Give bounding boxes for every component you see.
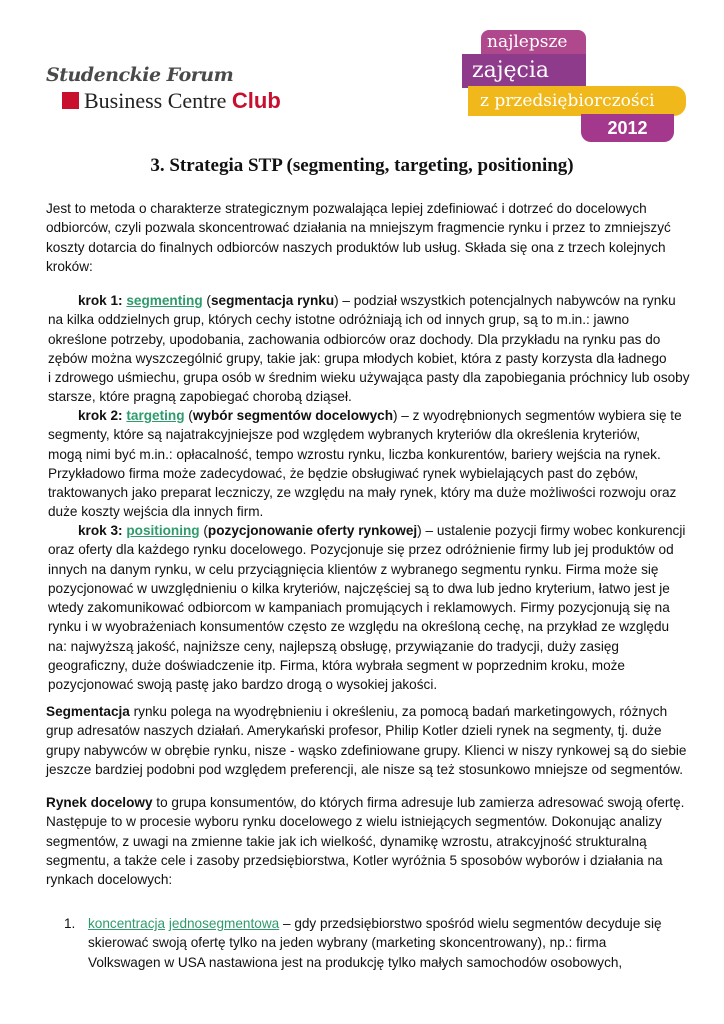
step-text: – z wyodrębnionych segmentów wybiera się te — [397, 408, 682, 423]
rynek-paragraph — [46, 793, 698, 889]
link-segmenting[interactable]: segmenting — [126, 293, 203, 308]
text-line: geograficzny, duże doświadczenie itp. Firma, która wybrała segment w poprzednim kroku, może — [48, 658, 625, 674]
text-line: kroków: — [46, 258, 93, 274]
text-line: segmentu, a także cele i zasoby przedsiębiorstwa, Kotler wyróżnia 5 sposobów wyborów i działania na — [46, 852, 663, 868]
logo-business-centre-club — [84, 88, 281, 114]
step-name: wybór segmentów docelowych — [192, 408, 393, 423]
text-line: traktowanych jako preparat leczniczy, ze względu na mały rynek, który ma duże możliwości rozwoju oraz — [48, 485, 677, 501]
text-line: i zdrowego uśmiechu, grupa osób w średnim wieku używająca pasty dla zapobiegania próchnicy lub osoby — [48, 370, 690, 386]
link-jednosegmentowa[interactable]: jednosegmentowa — [168, 916, 280, 931]
text-line: Przykładowo firma może zadecydować, że będzie obsługiwać rynek wybielających past do zębów, — [48, 465, 639, 481]
step-1-paragraph — [48, 291, 700, 407]
logo-red-square — [62, 92, 79, 109]
term-rynek-docelowy: Rynek docelowy — [46, 795, 153, 810]
text-line: odbiorców, czyli pozwala skoncentrować działania na mniejszym fragmencie rynku i przez to zmniejszyć — [46, 220, 671, 236]
link-positioning[interactable]: positioning — [126, 523, 200, 538]
step-2-paragraph — [48, 406, 700, 522]
text-line: grupy nabywców w obrębie rynku, nisze - wąsko zdefiniowane grupy. Klienci w niszy rynkowej są do siebie — [46, 742, 687, 758]
text-line: pozycjonować w uwzględnieniu o kilka kryteriów, najczęściej są to dwa lub jedno kryterium, łatwo jest je — [48, 580, 670, 596]
text-line: Jest to metoda o charakterze strategicznym pozwalająca lepiej zdefiniować i dotrzeć do docelowych — [46, 201, 647, 216]
step-name: pozycjonowanie oferty rynkowej — [207, 523, 418, 538]
link-koncentracja[interactable]: koncentracja — [88, 916, 166, 931]
text: to grupa konsumentów, do których firma adresuje lub zamierza adresować swoją ofertę. — [152, 795, 685, 810]
intro-paragraph — [46, 199, 686, 276]
text-line: jeszcze bardziej podobni pod względem preferencji, ale nisze są też stosunkowo mniejsze od segmentów. — [46, 761, 683, 777]
list-first-line — [88, 914, 668, 933]
segmentacja-paragraph — [46, 702, 698, 779]
badge-zajecia: zajęcia — [462, 54, 586, 88]
text: – gdy przedsiębiorstwo spośród wielu segmentów decyduje się — [279, 916, 662, 931]
text-line: oraz oferty dla każdego rynku docelowego. Pozycjonuje się przez odróżnienie firmy lub jej produktów od — [48, 542, 674, 558]
text-line: wtedy zakomunikować odbiorcom w kampaniach promujących i reklamowych. Firmy pozycjonują się na — [48, 600, 670, 616]
step-2-first-line: krok 2: targeting (wybór segmentów docelowych) – z wyodrębnionych segmentów wybiera się te — [78, 408, 682, 423]
step-text: – ustalenie pozycji firmy wobec konkurencji — [421, 523, 686, 538]
step-text: – podział wszystkich potencjalnych nabywców na rynku — [338, 293, 676, 308]
text-line: koszty dotarcia do finalnych odbiorców naszych produktów lub usług. Składa się ona z trzech kolejnych — [46, 239, 666, 255]
text-line: na kilka oddzielnych grup, których cechy istotne odróżniają ich od innych grup, są to m.in.: jawno — [48, 312, 630, 328]
text-line: segmenty, które są najatrakcyjniejsze pod względem wybranych kryteriów dla określenia kryteriów, — [48, 427, 641, 443]
list-number: 1. — [64, 916, 76, 931]
text-line: innych na danym rynku, w celu przyciągnięcia klientów z wybranego segmentu rynku. Firma może się — [48, 561, 659, 577]
text-line: duże koszty wejścia dla innych firm. — [48, 504, 264, 520]
logo-studenckie-forum: Studenckie Forum — [46, 64, 234, 86]
text-line: zębów można wyszczególnić grupy, takie jak: grupa młodych kobiet, która z pasty korzysta dla ładnego — [48, 350, 667, 366]
page-title: 3. Strategia STP (segmenting, targeting, positioning) — [150, 155, 574, 176]
text-line: skierować swoją ofertę tylko na jeden wybrany (marketing skoncentrowany), np.: firma — [88, 935, 607, 951]
link-targeting[interactable]: targeting — [126, 408, 185, 423]
text-line: pozycjonować swoją pastę jako bardzo drogą o wysokiej jakości. — [48, 677, 438, 693]
step-label: krok 3: — [78, 523, 127, 538]
text-line: Następuje to w procesie wyboru rynku docelowego z wielu istniejących segmentów. Dokonując analizy — [46, 814, 662, 830]
text-line: segmentów, z uwagi na zmienne takie jak ich wielkość, dynamikę wzrostu, atrakcyjność strukturalną — [46, 833, 647, 849]
badge-year: 2012 — [581, 114, 674, 142]
badge-najlepsze: najlepsze — [481, 30, 586, 56]
text-line: mogą nimi być m.in.: opłacalność, tempo wzrostu rynku, liczba konkurentów, bariery wejścia na rynek. — [48, 446, 661, 462]
text-line: na: najwyższą jakość, najniższe ceny, najlepszą obsługę, przywiązanie do tradycji, duży zasięg — [48, 638, 619, 654]
list-item — [88, 914, 668, 972]
step-label: krok 1: — [78, 293, 127, 308]
text-line: rynku i w wyobrażeniach konsumentów często ze względu na określoną cechę, na przykład ze względu — [48, 619, 670, 635]
text-line: starsze, które pragną zapobiegać chorobą dziąseł. — [48, 389, 352, 405]
step-3-first-line: krok 3: positioning (pozycjonowanie oferty rynkowej) – ustalenie pozycji firmy wobec konkurencji — [78, 523, 686, 538]
segmentacja-first-line — [46, 702, 698, 721]
text-line: określone potrzeby, upodobania, zachowania odbiorców oraz dochody. Dla przykładu na rynku pas do — [48, 331, 661, 347]
step-1-first-line: krok 1: segmenting (segmentacja rynku) – podział wszystkich potencjalnych nabywców na rynku — [78, 293, 676, 308]
text-line: grup adresatów naszych działań. Amerykański profesor, Philip Kotler dzieli rynek na segmenty, tj. duże — [46, 723, 662, 739]
text: rynku polega na wyodrębnieniu i określeniu, za pomocą badań marketingowych, różnych — [129, 704, 668, 719]
badge-przedsiebiorczosci: z przedsiębiorczości — [468, 86, 686, 116]
step-label: krok 2: — [78, 408, 127, 423]
step-name: segmentacja rynku — [210, 293, 335, 308]
logo-club: Club — [231, 88, 281, 113]
text-line: Volkswagen w USA nastawiona jest na produkcję tylko małych samochodów osobowych, — [88, 954, 623, 970]
rynek-first-line — [46, 793, 698, 812]
term-segmentacja: Segmentacja — [46, 704, 130, 719]
text-line: rynkach docelowych: — [46, 872, 173, 888]
step-3-paragraph — [48, 521, 700, 695]
logo-text: Business Centre — [84, 88, 232, 113]
